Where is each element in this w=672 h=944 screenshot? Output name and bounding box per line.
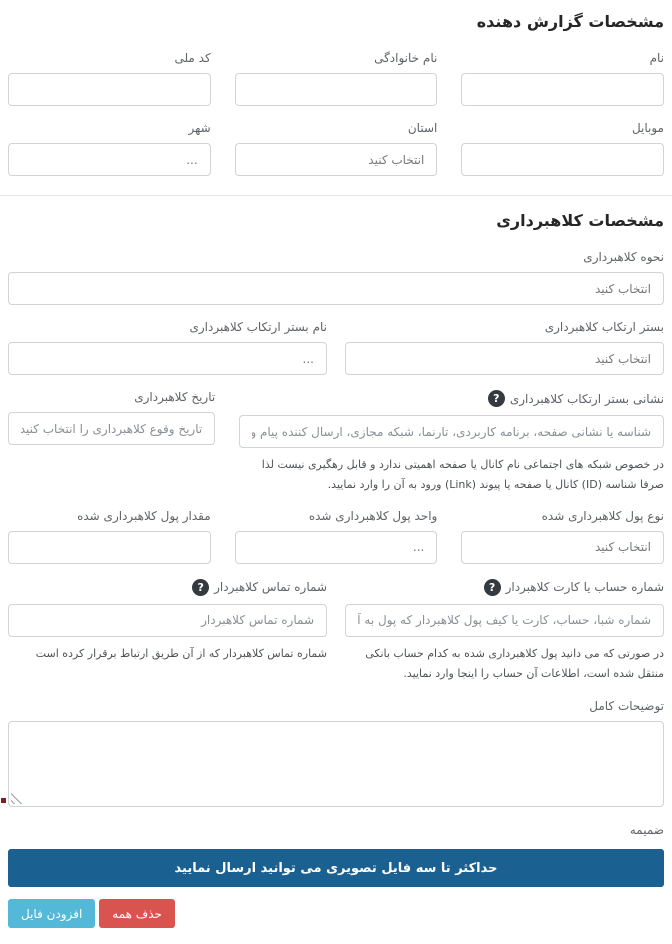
red-marker xyxy=(1,798,6,803)
account-input[interactable] xyxy=(345,604,664,637)
delete-all-button[interactable]: حذف همه xyxy=(99,899,175,928)
money-type-select[interactable]: انتخاب کنید xyxy=(461,531,664,564)
mobile-label: موبایل xyxy=(631,121,664,135)
platform-name-label: نام بستر ارتکاب کلاهبرداری xyxy=(189,320,327,334)
fraudster-phone-help: شماره تماس کلاهبردار که از آن طریق ارتباط برقرار کرده است xyxy=(35,646,327,660)
field-fraudster-phone xyxy=(8,579,327,685)
name-label: نام xyxy=(649,51,664,65)
field-description xyxy=(8,699,664,807)
description-textarea-wrap xyxy=(8,721,664,807)
reporter-row-1 xyxy=(8,51,664,106)
account-help: در صورتی که می دانید پول کلاهبرداری شده به کدام حساب بانکی منتقل شده است، اطلاعات آن حساب را اینجا وارد نمایید. xyxy=(365,646,664,681)
fraud-platform-row xyxy=(8,320,664,375)
fraud-money-row xyxy=(8,509,664,564)
section-divider xyxy=(0,195,672,196)
field-fraud-method xyxy=(8,250,664,305)
national-code-label: کد ملی xyxy=(174,51,211,65)
family-label: نام خانوادگی xyxy=(374,51,438,65)
field-fraud-date xyxy=(8,390,215,445)
platform-name-select[interactable]: ... xyxy=(8,342,327,375)
national-code-input[interactable] xyxy=(8,73,211,106)
fraud-date-input[interactable] xyxy=(8,412,215,445)
platform-select[interactable]: انتخاب کنید xyxy=(345,342,664,375)
field-city xyxy=(8,121,211,176)
field-money-unit xyxy=(235,509,438,564)
fraudster-phone-input[interactable] xyxy=(8,604,327,637)
field-platform-name xyxy=(8,320,327,375)
mobile-input[interactable] xyxy=(461,143,664,176)
field-money-type xyxy=(461,509,664,564)
description-textarea[interactable] xyxy=(8,721,664,807)
name-input[interactable] xyxy=(461,73,664,106)
money-unit-label: واحد پول کلاهبرداری شده xyxy=(308,508,438,523)
money-type-label: نوع پول کلاهبرداری شده xyxy=(541,508,664,523)
fraud-address-row xyxy=(8,390,664,496)
help-icon[interactable]: ? xyxy=(192,579,209,596)
attachment-label: ضمیمه xyxy=(629,823,664,838)
reporter-section-title: مشخصات گزارش دهنده xyxy=(476,12,664,31)
city-label: شهر xyxy=(188,121,211,135)
account-label xyxy=(345,579,664,596)
fraudster-phone-label xyxy=(8,579,327,596)
help-icon[interactable]: ? xyxy=(484,579,501,596)
add-file-button[interactable]: افزودن فایل xyxy=(8,899,95,928)
city-select[interactable]: ... xyxy=(8,143,211,176)
attachment-buttons xyxy=(8,899,664,928)
platform-address-input[interactable] xyxy=(239,415,664,448)
fraudster-phone-label-text: شماره تماس کلاهبردار xyxy=(214,580,327,595)
platform-address-label xyxy=(239,390,664,407)
field-family xyxy=(235,51,438,106)
field-account xyxy=(345,579,664,685)
field-national-code xyxy=(8,51,211,106)
fraud-method-label: نحوه کلاهبرداری xyxy=(583,250,664,264)
money-unit-select[interactable]: ... xyxy=(235,531,438,564)
province-label: استان xyxy=(407,121,438,135)
field-platform-address xyxy=(239,390,664,496)
platform-label: بستر ارتکاب کلاهبرداری xyxy=(544,320,664,334)
attachment-banner: حداکثر تا سه فایل تصویری می توانید ارسال نمایید xyxy=(8,849,664,887)
money-amount-input[interactable] xyxy=(8,531,211,564)
platform-address-label-text: نشانی بستر ارتکاب کلاهبرداری xyxy=(509,391,664,406)
field-money-amount xyxy=(8,509,211,564)
reporter-row-2 xyxy=(8,121,664,176)
field-mobile xyxy=(461,121,664,176)
account-label-text: شماره حساب یا کارت کلاهبردار xyxy=(505,580,664,595)
fraud-section-title: مشخصات کلاهبرداری xyxy=(496,211,664,230)
field-name xyxy=(461,51,664,106)
field-platform xyxy=(345,320,664,375)
field-province xyxy=(235,121,438,176)
fraud-date-label: تاریخ کلاهبرداری xyxy=(134,390,216,404)
family-input[interactable] xyxy=(235,73,438,106)
help-icon[interactable]: ? xyxy=(488,390,505,407)
platform-address-help: در خصوص شبکه های اجتماعی نام کانال یا صفحه اهمیتی ندارد و قابل رهگیری نیست لذا صرفا شناسه (ID) کانال یا صفحه یا پیوند (Link) ورود به آن را وارد نمایید. xyxy=(261,458,664,492)
fraud-contact-row xyxy=(8,579,664,685)
province-select[interactable]: انتخاب کنید xyxy=(235,143,438,176)
money-amount-label: مقدار پول کلاهبرداری شده xyxy=(77,508,211,523)
description-label: توضیحات کامل xyxy=(589,699,664,714)
fraud-method-select[interactable]: انتخاب کنید xyxy=(8,272,664,305)
